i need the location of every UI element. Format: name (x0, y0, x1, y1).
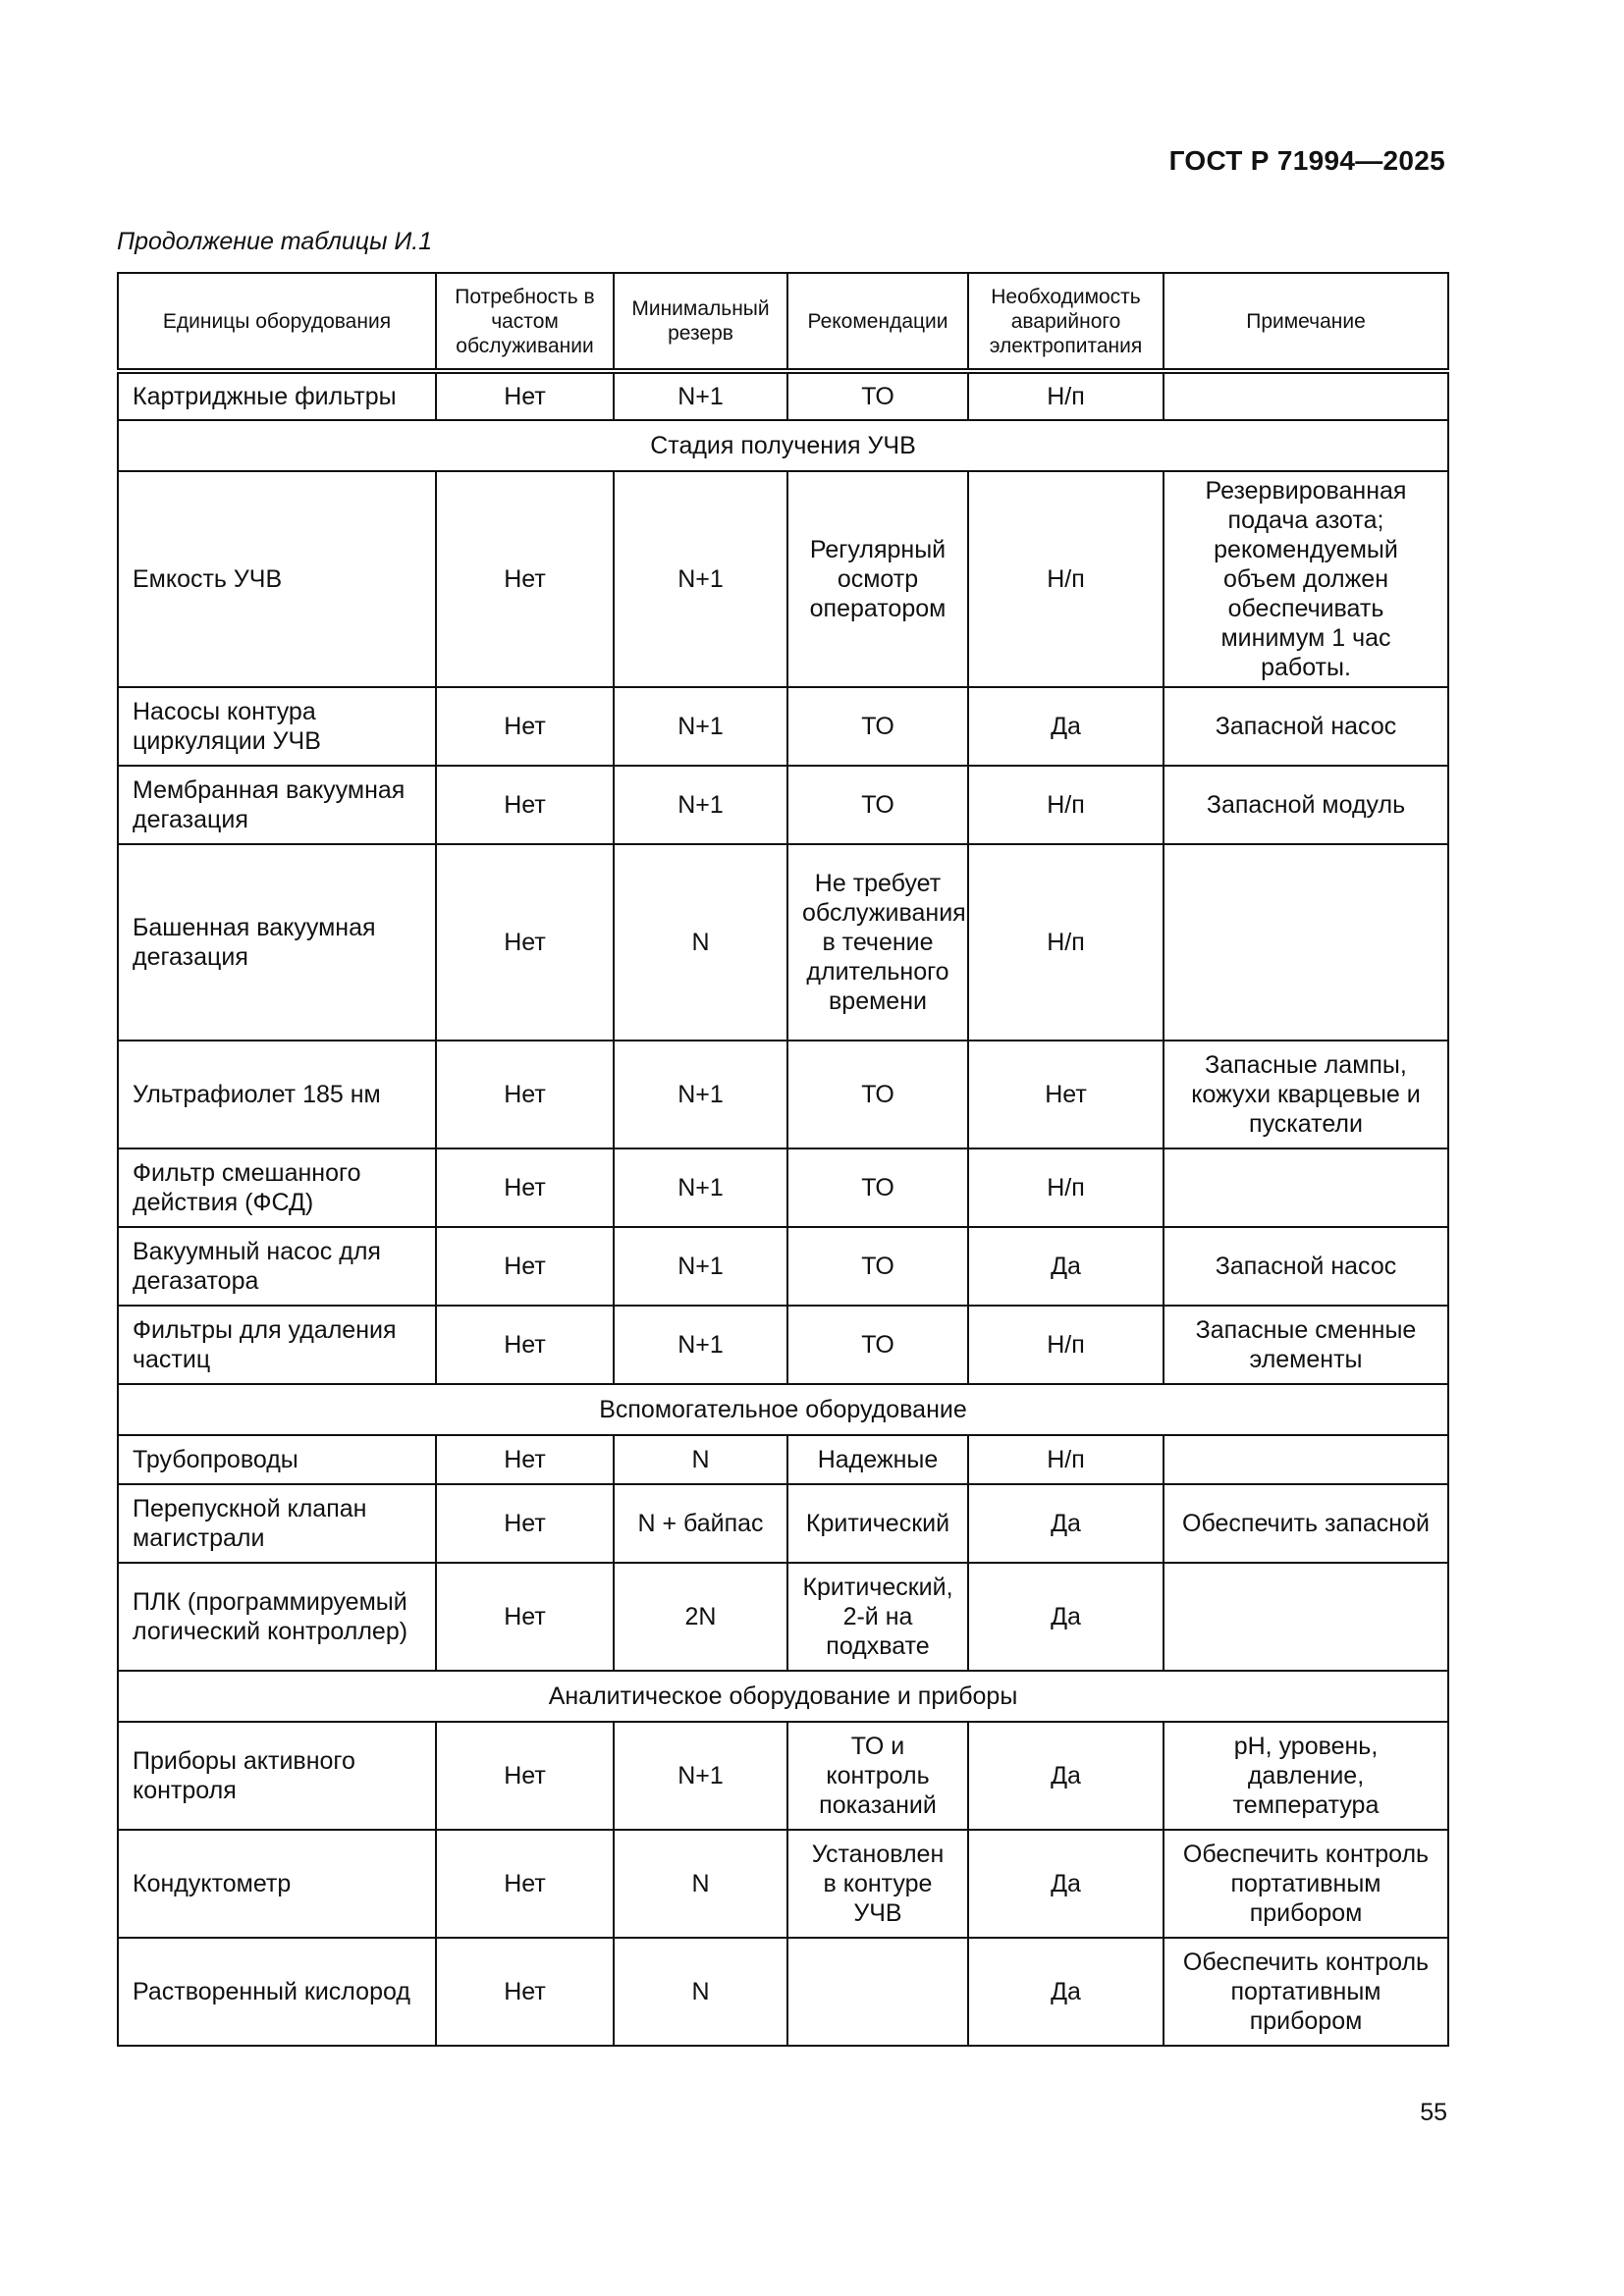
emergency-power-cell: Да (968, 687, 1164, 766)
frequent-service-cell: Нет (436, 687, 614, 766)
emergency-power-cell: Н/п (968, 1306, 1164, 1384)
note-cell: pH, уровень, давление, температура (1164, 1722, 1448, 1830)
table-row (118, 1830, 1448, 1938)
min-reserve-cell: N+1 (614, 1041, 787, 1148)
table-row (118, 687, 1448, 766)
note-cell: Обеспечить запасной (1164, 1484, 1448, 1563)
recommendation-cell: Критический, 2-й на подхвате (787, 1563, 968, 1671)
note-cell: Запасной насос (1164, 687, 1448, 766)
min-reserve-cell: N+1 (614, 1227, 787, 1306)
note-cell: Запасные сменные элементы (1164, 1306, 1448, 1384)
recommendation-cell: Установлен в контуре УЧВ (787, 1830, 968, 1938)
table-row (118, 1227, 1448, 1306)
column-header: Необходимость аварийного электропитания (968, 273, 1164, 371)
min-reserve-cell: N (614, 1938, 787, 2046)
equipment-name-cell: Растворенный кислород (118, 1938, 436, 2046)
note-cell (1164, 1563, 1448, 1671)
column-header: Примечание (1164, 273, 1448, 371)
table-row (118, 1484, 1448, 1563)
frequent-service-cell: Нет (436, 371, 614, 420)
equipment-name-cell: Фильтр смешанного действия (ФСД) (118, 1148, 436, 1227)
min-reserve-cell: 2N (614, 1563, 787, 1671)
min-reserve-cell: N (614, 844, 787, 1041)
frequent-service-cell: Нет (436, 844, 614, 1041)
min-reserve-cell: N+1 (614, 1722, 787, 1830)
recommendation-cell (787, 1938, 968, 2046)
note-cell: Обеспечить контроль портативным прибором (1164, 1938, 1448, 2046)
equipment-name-cell: ПЛК (программируемый логический контроллер) (118, 1563, 436, 1671)
emergency-power-cell: Да (968, 1484, 1164, 1563)
table-row (118, 1306, 1448, 1384)
equipment-name-cell: Картриджные фильтры (118, 371, 436, 420)
note-cell: Запасной модуль (1164, 766, 1448, 844)
table-row (118, 471, 1448, 687)
table-row (118, 844, 1448, 1041)
table-row (118, 1938, 1448, 2046)
min-reserve-cell: N (614, 1830, 787, 1938)
table-row (118, 371, 1448, 420)
table-row (118, 766, 1448, 844)
recommendation-cell: ТО (787, 1306, 968, 1384)
frequent-service-cell: Нет (436, 471, 614, 687)
table-row (118, 1041, 1448, 1148)
note-cell: Запасной насос (1164, 1227, 1448, 1306)
frequent-service-cell: Нет (436, 1722, 614, 1830)
emergency-power-cell: Н/п (968, 844, 1164, 1041)
recommendation-cell: ТО (787, 687, 968, 766)
emergency-power-cell: Н/п (968, 371, 1164, 420)
equipment-name-cell: Перепускной клапан магистрали (118, 1484, 436, 1563)
column-header: Потребность в частом обслуживании (436, 273, 614, 371)
table-row (118, 1722, 1448, 1830)
emergency-power-cell: Н/п (968, 471, 1164, 687)
min-reserve-cell: N (614, 1435, 787, 1484)
frequent-service-cell: Нет (436, 1435, 614, 1484)
equipment-name-cell: Емкость УЧВ (118, 471, 436, 687)
section-title: Вспомогательное оборудование (118, 1384, 1448, 1435)
emergency-power-cell: Да (968, 1563, 1164, 1671)
table-header-row (118, 273, 1448, 371)
note-cell (1164, 371, 1448, 420)
equipment-name-cell: Ультрафиолет 185 нм (118, 1041, 436, 1148)
standard-code: ГОСТ Р 71994—2025 (1168, 145, 1445, 176)
frequent-service-cell: Нет (436, 1830, 614, 1938)
recommendation-cell: Критический (787, 1484, 968, 1563)
recommendation-cell: Регулярный осмотр оператором (787, 471, 968, 687)
min-reserve-cell: N+1 (614, 766, 787, 844)
note-cell: Обеспечить контроль портативным прибором (1164, 1830, 1448, 1938)
emergency-power-cell: Да (968, 1938, 1164, 2046)
note-cell: Резервированная подача азота; рекомендуемый объем должен обеспечивать минимум 1 час работы. (1164, 471, 1448, 687)
table-row (118, 1435, 1448, 1484)
min-reserve-cell: N+1 (614, 371, 787, 420)
frequent-service-cell: Нет (436, 1938, 614, 2046)
table-row (118, 1148, 1448, 1227)
recommendation-cell: ТО (787, 1227, 968, 1306)
note-cell (1164, 1435, 1448, 1484)
emergency-power-cell: Да (968, 1830, 1164, 1938)
note-cell: Запасные лампы, кожухи кварцевые и пускатели (1164, 1041, 1448, 1148)
table-body (118, 371, 1448, 2046)
note-cell (1164, 844, 1448, 1041)
recommendation-cell: ТО и контроль показаний (787, 1722, 968, 1830)
section-title: Стадия получения УЧВ (118, 420, 1448, 471)
equipment-name-cell: Насосы контура циркуляции УЧВ (118, 687, 436, 766)
equipment-name-cell: Фильтры для удаления частиц (118, 1306, 436, 1384)
min-reserve-cell: N+1 (614, 471, 787, 687)
column-header: Минимальный резерв (614, 273, 787, 371)
section-row (118, 420, 1448, 471)
column-header: Рекомендации (787, 273, 968, 371)
column-header: Единицы оборудования (118, 273, 436, 371)
recommendation-cell: Не требует обслуживания в течение длительного времени (787, 844, 968, 1041)
emergency-power-cell: Н/п (968, 1148, 1164, 1227)
frequent-service-cell: Нет (436, 1563, 614, 1671)
section-row (118, 1671, 1448, 1722)
min-reserve-cell: N+1 (614, 1306, 787, 1384)
frequent-service-cell: Нет (436, 1148, 614, 1227)
recommendation-cell: ТО (787, 1041, 968, 1148)
recommendation-cell: ТО (787, 371, 968, 420)
frequent-service-cell: Нет (436, 1484, 614, 1563)
frequent-service-cell: Нет (436, 1041, 614, 1148)
emergency-power-cell: Нет (968, 1041, 1164, 1148)
equipment-name-cell: Мембранная вакуумная дегазация (118, 766, 436, 844)
emergency-power-cell: Н/п (968, 766, 1164, 844)
min-reserve-cell: N + байпас (614, 1484, 787, 1563)
recommendation-cell: ТО (787, 766, 968, 844)
frequent-service-cell: Нет (436, 1306, 614, 1384)
table-row (118, 1563, 1448, 1671)
table-caption: Продолжение таблицы И.1 (117, 228, 433, 255)
note-cell (1164, 1148, 1448, 1227)
emergency-power-cell: Н/п (968, 1435, 1164, 1484)
page-number: 55 (1420, 2099, 1447, 2126)
recommendation-cell: ТО (787, 1148, 968, 1227)
equipment-table (117, 272, 1449, 2047)
equipment-name-cell: Трубопроводы (118, 1435, 436, 1484)
min-reserve-cell: N+1 (614, 1148, 787, 1227)
section-title: Аналитическое оборудование и приборы (118, 1671, 1448, 1722)
min-reserve-cell: N+1 (614, 687, 787, 766)
emergency-power-cell: Да (968, 1722, 1164, 1830)
frequent-service-cell: Нет (436, 766, 614, 844)
emergency-power-cell: Да (968, 1227, 1164, 1306)
equipment-name-cell: Башенная вакуумная дегазация (118, 844, 436, 1041)
equipment-name-cell: Вакуумный насос для дегазатора (118, 1227, 436, 1306)
frequent-service-cell: Нет (436, 1227, 614, 1306)
equipment-name-cell: Приборы активного контроля (118, 1722, 436, 1830)
section-row (118, 1384, 1448, 1435)
equipment-name-cell: Кондуктометр (118, 1830, 436, 1938)
recommendation-cell: Надежные (787, 1435, 968, 1484)
